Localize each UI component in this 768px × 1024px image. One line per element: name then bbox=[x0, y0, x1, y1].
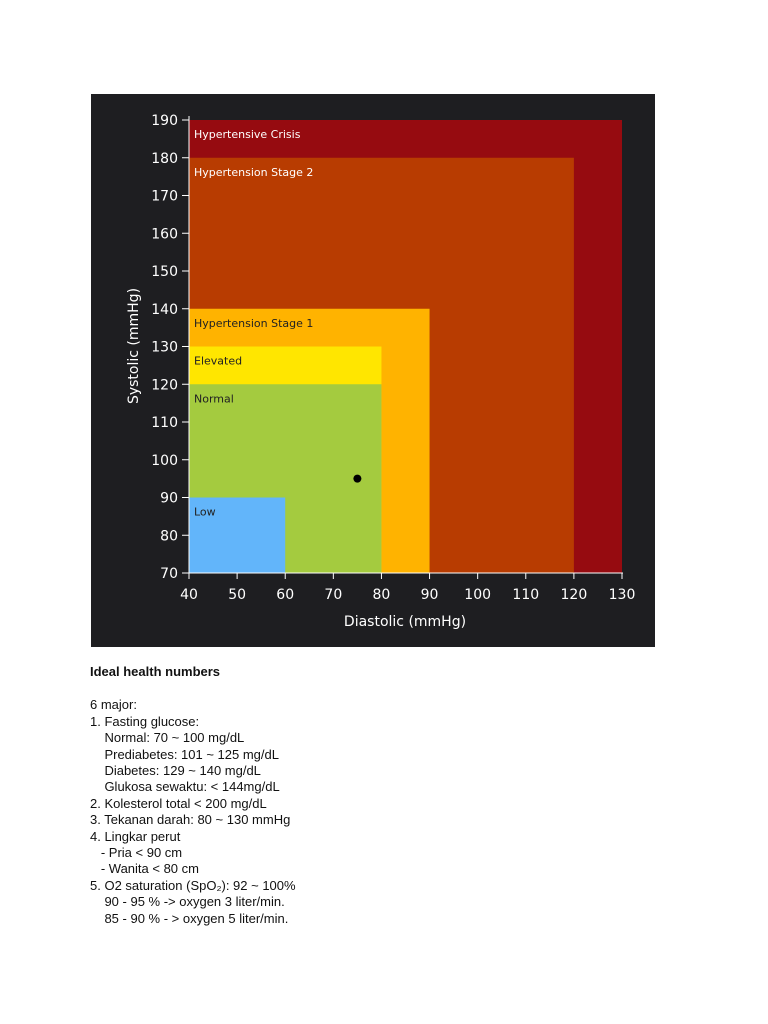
note-line: - Wanita < 80 cm bbox=[90, 861, 199, 877]
note-line: 2. Kolesterol total < 200 mg/dL bbox=[90, 795, 267, 811]
x-tick-label: 70 bbox=[324, 587, 343, 603]
notes-heading: Ideal health numbers bbox=[90, 664, 221, 679]
y-tick-label: 160 bbox=[151, 226, 178, 243]
y-tick-label: 110 bbox=[151, 415, 178, 431]
zone-label-hypertensive-crisis: Hypertensive Crisis bbox=[194, 128, 301, 141]
y-tick-label: 80 bbox=[160, 528, 178, 545]
x-tick-label: 60 bbox=[276, 587, 295, 603]
y-tick-label: 150 bbox=[151, 264, 178, 280]
chart-svg bbox=[91, 94, 655, 647]
note-line: 5. O2 saturation (SpO₂): 92 ~ 100% bbox=[90, 877, 296, 893]
note-line: Normal: 70 ~ 100 mg/dL bbox=[90, 730, 245, 746]
y-tick-label: 90 bbox=[160, 490, 178, 507]
x-tick-label: 90 bbox=[420, 587, 439, 603]
x-tick-label: 130 bbox=[608, 587, 636, 603]
y-tick-label: 140 bbox=[151, 301, 178, 318]
x-tick-label: 110 bbox=[512, 587, 540, 603]
y-tick-label: 100 bbox=[151, 452, 178, 469]
note-line: Diabetes: 129 ~ 140 mg/dL bbox=[90, 763, 261, 779]
note-line: 6 major: bbox=[90, 697, 137, 713]
y-tick-label: 130 bbox=[151, 339, 178, 356]
note-line: 1. Fasting glucose: bbox=[90, 713, 200, 729]
zone-label-low: Low bbox=[194, 505, 216, 519]
x-tick-label: 80 bbox=[372, 587, 391, 603]
zone-label-elevated: Elevated bbox=[194, 354, 243, 368]
note-line: 4. Lingkar perut bbox=[90, 828, 181, 844]
data-point bbox=[353, 475, 361, 483]
y-tick-label: 180 bbox=[151, 150, 178, 167]
x-tick-label: 120 bbox=[560, 587, 588, 603]
y-axis-title: Systolic (mmHg) bbox=[126, 287, 142, 405]
note-line: 3. Tekanan darah: 80 ~ 130 mmHg bbox=[90, 812, 291, 828]
note-line: Prediabetes: 101 ~ 125 mg/dL bbox=[90, 746, 279, 762]
x-axis-title: Diastolic (mmHg) bbox=[343, 614, 467, 630]
note-line: - Pria < 90 cm bbox=[90, 845, 183, 861]
note-line: 90 - 95 % -> oxygen 3 liter/min. bbox=[90, 894, 285, 910]
y-tick-label: 120 bbox=[151, 377, 178, 394]
notes-list bbox=[90, 697, 690, 927]
zone-label-normal: Normal bbox=[194, 392, 234, 406]
x-tick-label: 100 bbox=[464, 587, 492, 603]
blood-pressure-chart bbox=[91, 94, 655, 647]
y-tick-label: 170 bbox=[151, 188, 178, 205]
note-line: 85 - 90 % - > oxygen 5 liter/min. bbox=[90, 910, 289, 926]
zone-label-hypertension-stage-2: Hypertension Stage 2 bbox=[194, 165, 314, 179]
y-tick-label: 70 bbox=[160, 566, 178, 582]
health-notes bbox=[90, 664, 690, 927]
note-line: Glukosa sewaktu: < 144mg/dL bbox=[90, 779, 280, 795]
x-tick-label: 40 bbox=[180, 587, 198, 603]
zone-label-hypertension-stage-1: Hypertension Stage 1 bbox=[194, 316, 314, 330]
x-tick-label: 50 bbox=[228, 587, 247, 603]
y-tick-label: 190 bbox=[151, 113, 178, 129]
